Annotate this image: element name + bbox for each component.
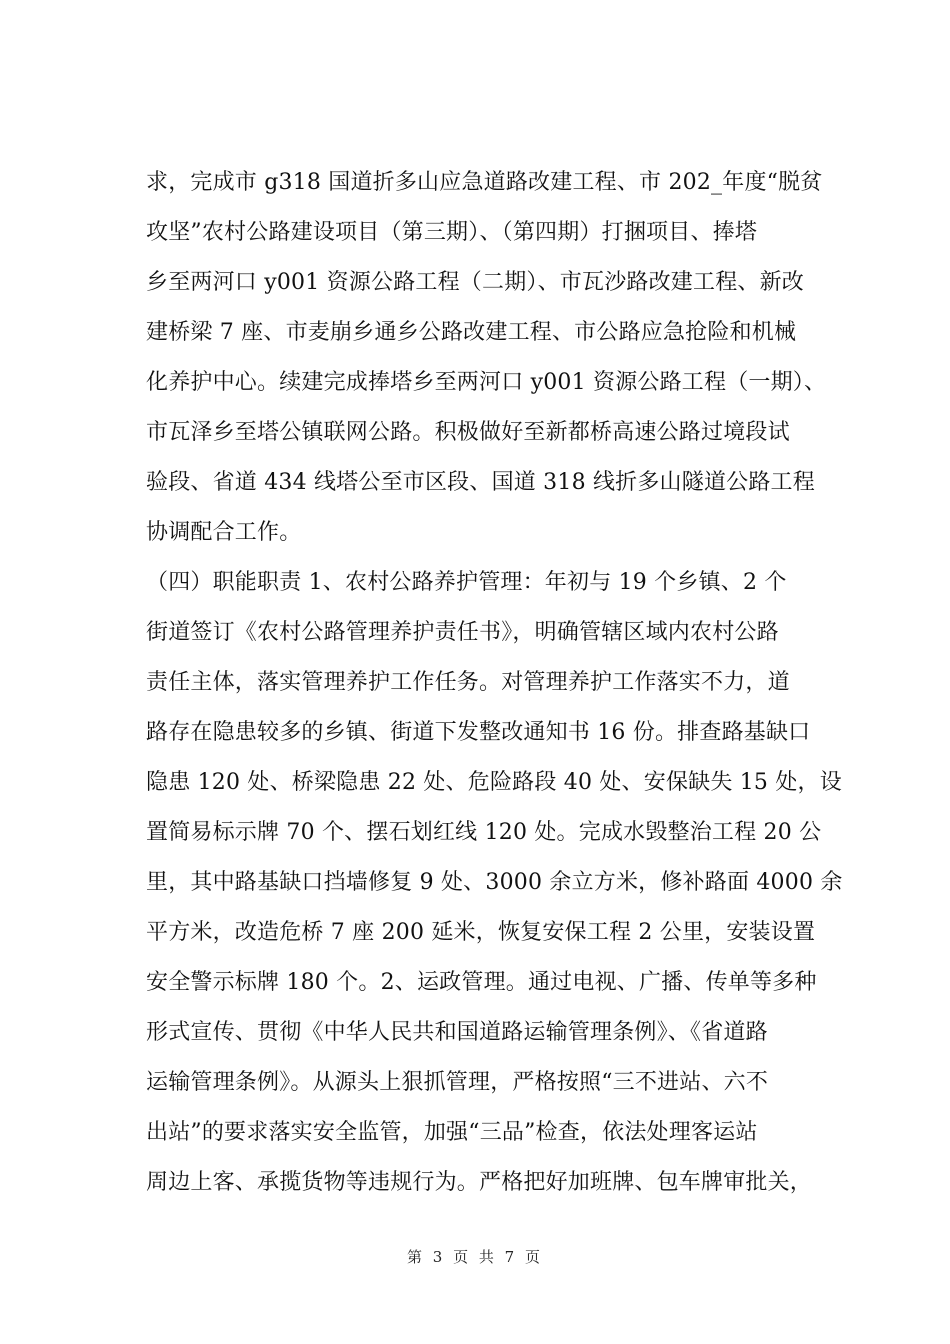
text-line: 建桥梁 7 座、市麦崩乡通乡公路改建工程、市公路应急抢险和机械 bbox=[146, 320, 797, 345]
text-line: 平方米，改造危桥 7 座 200 延米，恢复安保工程 2 公里，安装设置 bbox=[146, 920, 816, 945]
text-line: 责任主体，落实管理养护工作任务。对管理养护工作落实不力，道 bbox=[146, 670, 790, 695]
text-line: 路存在隐患较多的乡镇、街道下发整改通知书 16 份。排查路基缺口 bbox=[146, 720, 811, 745]
text-line: 里，其中路基缺口挡墙修复 9 处、3000 余立方米，修补路面 4000 余 bbox=[146, 870, 843, 895]
text-line: 周边上客、承揽货物等违规行为。严格把好加班牌、包车牌审批关， bbox=[146, 1170, 813, 1195]
text-line: 协调配合工作。 bbox=[146, 520, 302, 545]
text-line: 攻坚”农村公路建设项目（第三期）、（第四期）打捆项目、捧塔 bbox=[146, 220, 758, 245]
text-line: 验段、省道 434 线塔公至市区段、国道 318 线折多山隧道公路工程 bbox=[146, 470, 815, 495]
text-line: 求，完成市 g318 国道折多山应急道路改建工程、市 202_年度“脱贫 bbox=[146, 170, 823, 195]
text-line: 街道签订《农村公路管理养护责任书》，明确管辖区域内农村公路 bbox=[146, 620, 779, 645]
text-line: 化养护中心。续建完成捧塔乡至两河口 y001 资源公路工程（一期）、 bbox=[146, 370, 827, 395]
text-line: 置简易标示牌 70 个、摆石划红线 120 处。完成水毁整治工程 20 公 bbox=[146, 820, 822, 845]
text-line: 隐患 120 处、桥梁隐患 22 处、危险路段 40 处、安保缺失 15 处，设 bbox=[146, 770, 842, 795]
body-text bbox=[146, 158, 843, 1208]
page-footer: 第 3 页 共 7 页 bbox=[407, 1248, 543, 1266]
text-line: 乡至两河口 y001 资源公路工程（二期）、市瓦沙路改建工程、新改 bbox=[146, 270, 805, 295]
text-line: 运输管理条例》。从源头上狠抓管理，严格按照“三不进站、六不 bbox=[146, 1070, 769, 1095]
text-line: 出站”的要求落实安全监管，加强“三品”检查，依法处理客运站 bbox=[146, 1120, 758, 1145]
text-line: 安全警示标牌 180 个。2、运政管理。通过电视、广播、传单等多种 bbox=[146, 970, 817, 995]
text-line: 形式宣传、贯彻《中华人民共和国道路运输管理条例》、《省道路 bbox=[146, 1020, 768, 1045]
text-line: 市瓦泽乡至塔公镇联网公路。积极做好至新都桥高速公路过境段试 bbox=[146, 420, 790, 445]
text-line: （四）职能职责 1、农村公路养护管理：年初与 19 个乡镇、2 个 bbox=[146, 570, 787, 595]
